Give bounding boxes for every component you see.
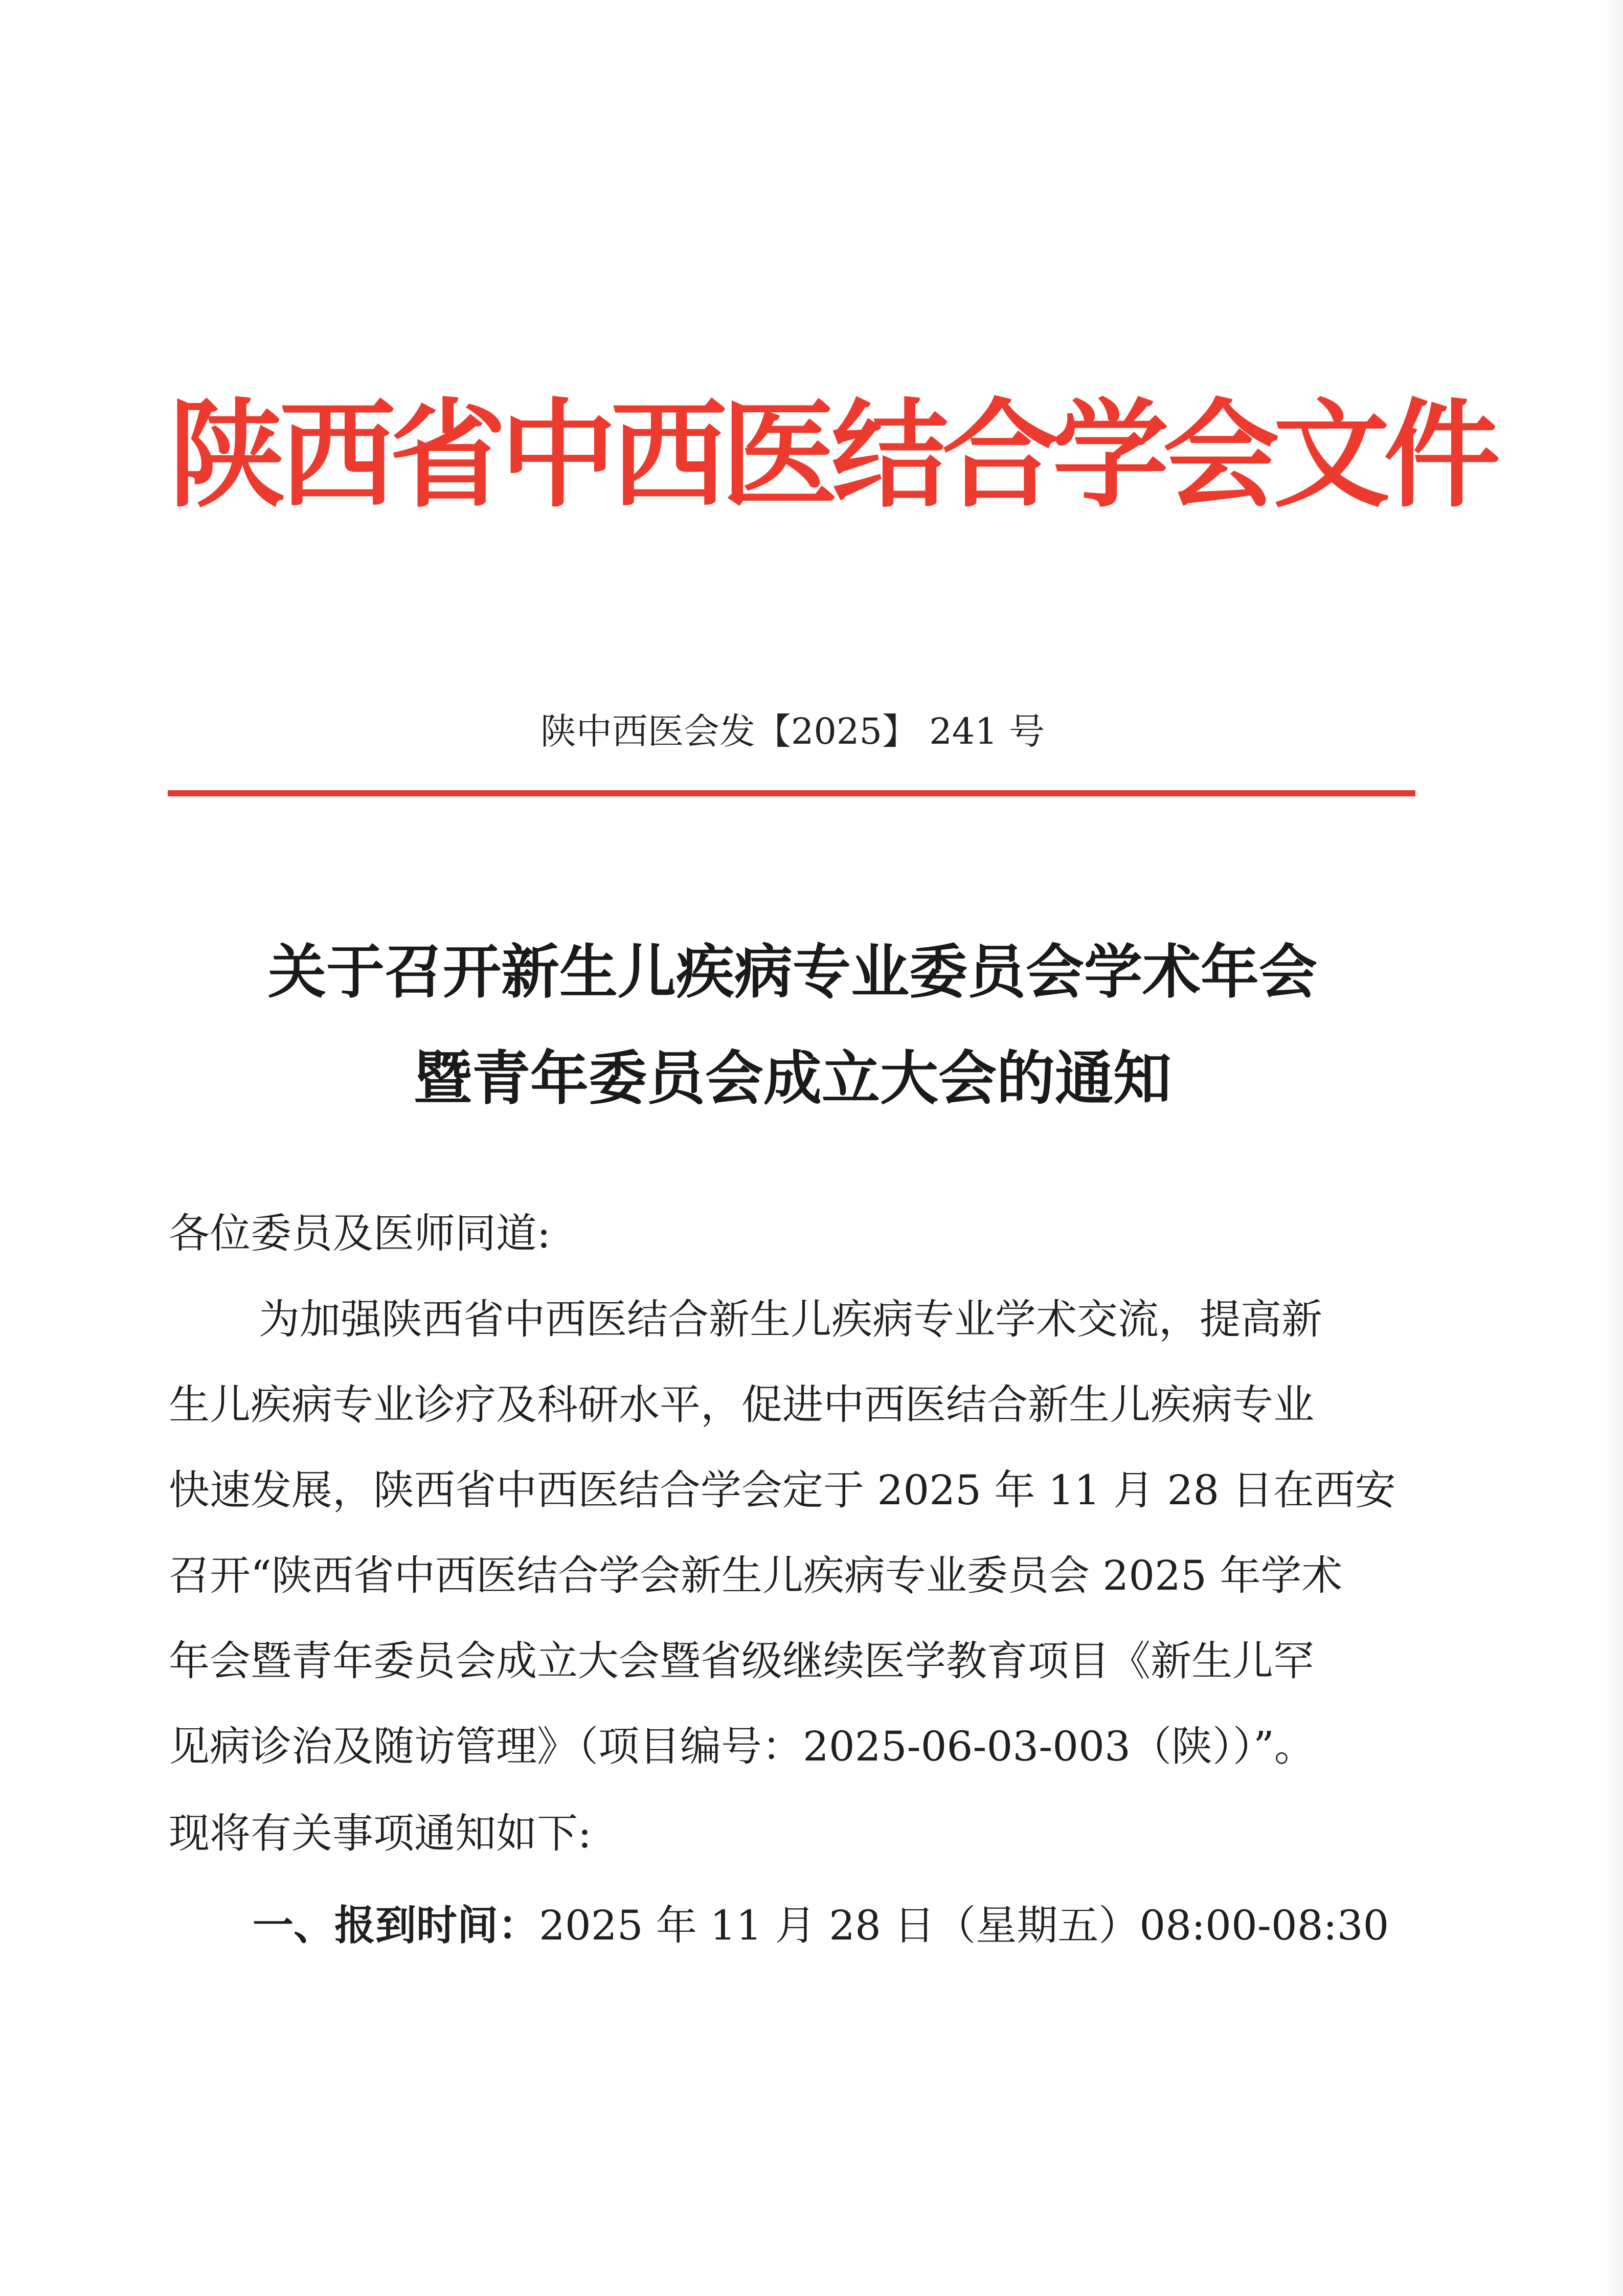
body-line-3: 快速发展，陕西省中西医结合学会定于 2025 年 11 月 28 日在西安 [169, 1466, 1396, 1514]
body-line-2: 生儿疾病专业诊疗及科研水平，促进中西医结合新生儿疾病专业 [169, 1381, 1314, 1429]
header-red-rule [168, 790, 1415, 796]
scan-edge-shadow [1605, 0, 1623, 2296]
body-line-7: 现将有关事项通知如下: [169, 1810, 592, 1857]
notice-title-line-1: 关于召开新生儿疾病专业委员会学术年会 [267, 938, 1317, 1006]
document-number: 陕中西医会发【2025】 241 号 [540, 710, 1045, 752]
body-line-5: 年会暨青年委员会成立大会暨省级继续医学教育项目《新生儿罕 [169, 1637, 1314, 1685]
masthead-title: 陕西省中西医结合学会文件 [169, 387, 1494, 523]
body-line-6: 见病诊治及随访管理》（项目编号：2025-06-03-003（陕））”。 [169, 1723, 1315, 1770]
body-line-1: 为加强陕西省中西医结合新生儿疾病专业学术交流，提高新 [259, 1296, 1322, 1343]
notice-title-line-2: 暨青年委员会成立大会的通知 [413, 1044, 1171, 1112]
item-registration-time [253, 1900, 1389, 1951]
item-registration-label: 一、报到时间： [253, 1901, 539, 1949]
salutation: 各位委员及医师同道: [169, 1210, 551, 1257]
body-line-4: 召开“陕西省中西医结合学会新生儿疾病专业委员会 2025 年学术 [169, 1552, 1343, 1599]
item-registration-value: 2025 年 11 月 28 日（星期五）08:00-08:30 [539, 1902, 1389, 1949]
